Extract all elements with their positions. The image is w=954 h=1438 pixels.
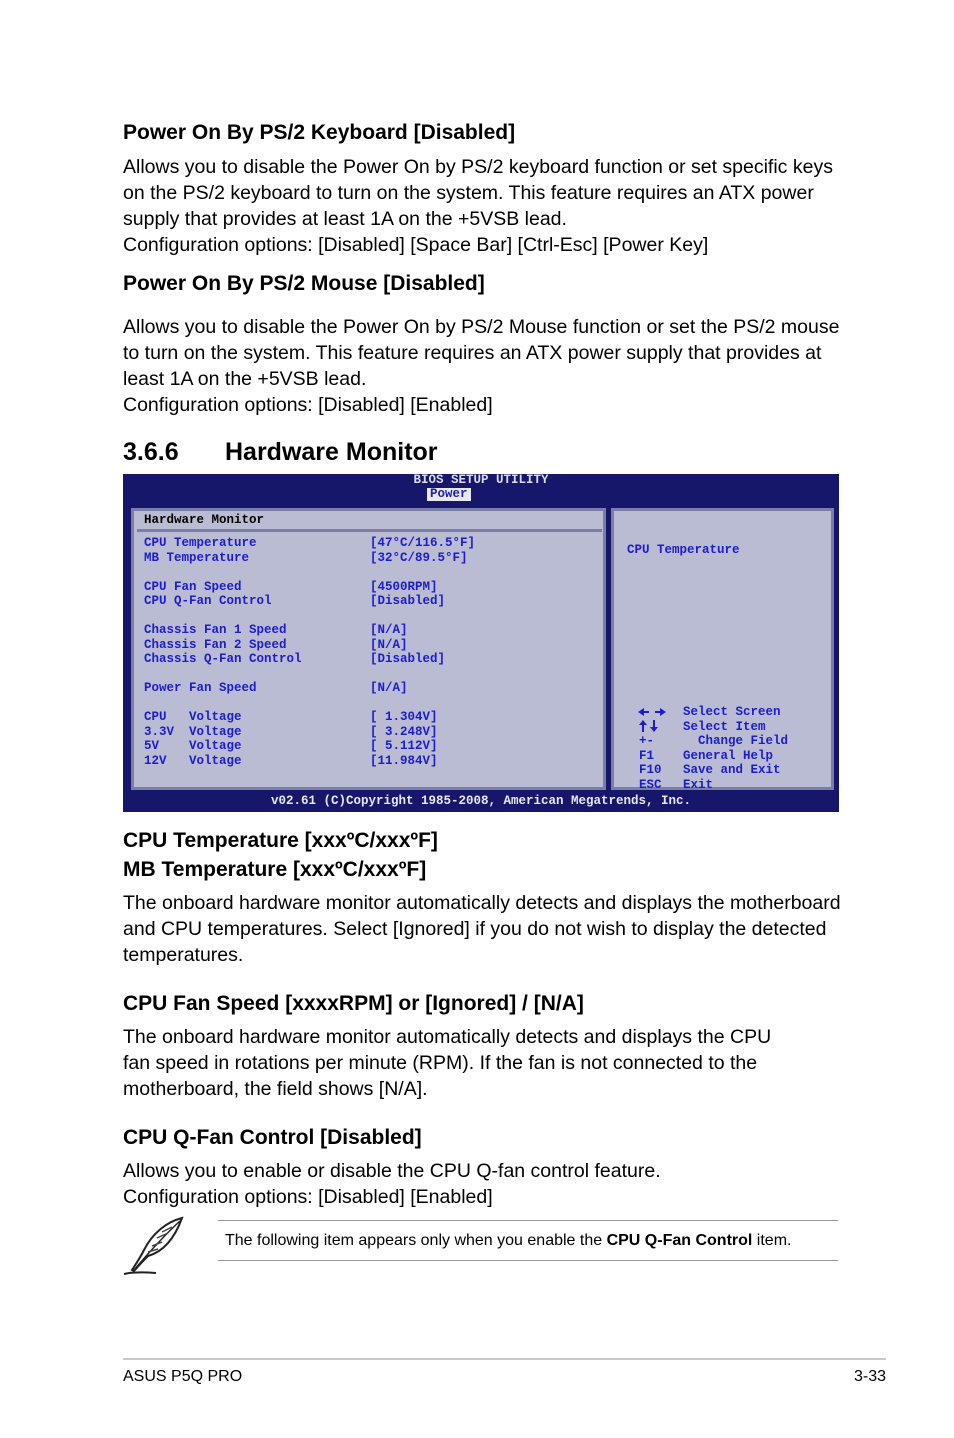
bios-item-power-fan-speed[interactable]: Power Fan Speed xyxy=(144,681,257,695)
bios-help-text: CPU Temperature xyxy=(627,543,740,557)
section-heading-cpu-fan-speed: CPU Fan Speed [xxxxRPM] or [Ignored] / [N/A] xyxy=(123,992,584,1015)
chapter-title: Hardware Monitor xyxy=(225,438,438,466)
bios-item-cpu-voltage[interactable]: CPU Voltage xyxy=(144,710,242,724)
bios-value-3v3-voltage: [ 3.248V] xyxy=(370,724,438,739)
note-text: The following item appears only when you enable the CPU Q-Fan Control item. xyxy=(225,1232,792,1249)
paragraph-ps2-keyboard: Allows you to disable the Power On by PS/2 keyboard function or set specific keys on the PS/2 keyboard to turn on the system. This feature requires an ATX power supply that provides at least 1A on the +5VSB lead. Configuration options: [Disabled] [Space Bar] [Ctrl-Esc] [Power Key] xyxy=(123,156,833,256)
bios-key-f1: F1 xyxy=(639,748,655,763)
note-feather-icon xyxy=(122,1216,186,1276)
note-top-rule xyxy=(218,1220,838,1221)
section-heading-ps2-keyboard: Power On By PS/2 Keyboard [Disabled] xyxy=(123,121,516,144)
bios-value-chassis-qfan-control: [Disabled] xyxy=(370,652,446,666)
paragraph-cpu-fan-speed: The onboard hardware monitor automatically detects and displays the CPU fan speed in rotations per minute (RPM). If the fan is not connected to the motherboard, the field shows [N/A]. xyxy=(123,1026,772,1100)
bios-value-cpu-fan-speed: [4500RPM] xyxy=(370,579,438,594)
bios-key-desc-general-help: General Help xyxy=(683,748,774,763)
bios-value-chassis-fan-2-speed: [N/A] xyxy=(370,637,408,652)
bios-value-cpu-voltage: [ 1.304V] xyxy=(370,710,438,724)
chapter-number: 3.6.6 xyxy=(123,438,179,466)
page-number: 3-33 xyxy=(853,1368,886,1385)
bios-item-cpu-temperature[interactable]: CPU Temperature xyxy=(144,536,257,550)
bios-item-chassis-fan-2-speed[interactable]: Chassis Fan 2 Speed xyxy=(144,637,287,652)
footer-product: ASUS P5Q PRO xyxy=(123,1368,243,1385)
bios-key-desc-select-screen: Select Screen xyxy=(683,705,781,719)
section-heading-ps2-mouse: Power On By PS/2 Mouse [Disabled] xyxy=(123,272,485,295)
bios-tab-power[interactable]: Power xyxy=(427,488,471,501)
bios-panel-title: Hardware Monitor xyxy=(144,513,265,527)
left-right-arrows-icon xyxy=(637,707,667,717)
chapter-heading xyxy=(123,437,438,467)
bios-item-chassis-fan-1-speed[interactable]: Chassis Fan 1 Speed xyxy=(144,623,287,637)
note-bold-term: CPU Q-Fan Control xyxy=(606,1232,753,1249)
bios-item-cpu-fan-speed[interactable]: CPU Fan Speed xyxy=(144,579,242,594)
bios-value-mb-temperature: [32°C/89.5°F] xyxy=(370,550,468,565)
bios-key-desc-select-item: Select Item xyxy=(683,719,766,734)
bios-key-desc-change-field: Change Field xyxy=(683,734,789,748)
bios-key-plus-minus: +- xyxy=(639,734,655,748)
section-heading-cpu-temperature: CPU Temperature [xxxºC/xxxºF] xyxy=(123,829,438,852)
bios-copyright: v02.61 (C)Copyright 1985-2008, American Megatrends, Inc. xyxy=(270,794,692,808)
bios-item-12v-voltage[interactable]: 12V Voltage xyxy=(144,753,242,768)
paragraph-temperature: The onboard hardware monitor automatically detects and displays the motherboard and CPU temperatures. Select [Ignored] if you do not wish to display the detected temperatures. xyxy=(123,892,841,966)
paragraph-cpu-qfan: Allows you to enable or disable the CPU Q-fan control feature. Configuration options: [Disabled] [Enabled] xyxy=(123,1160,661,1208)
bios-value-chassis-fan-1-speed: [N/A] xyxy=(370,623,408,637)
bios-item-3v3-voltage[interactable]: 3.3V Voltage xyxy=(144,724,242,739)
bios-value-cpu-qfan-control: [Disabled] xyxy=(370,594,446,608)
bios-key-desc-exit: Exit xyxy=(683,777,714,792)
bios-value-12v-voltage: [11.984V] xyxy=(370,753,438,768)
section-heading-cpu-qfan: CPU Q-Fan Control [Disabled] xyxy=(123,1126,422,1149)
bios-item-cpu-qfan-control[interactable]: CPU Q-Fan Control xyxy=(144,594,272,608)
paragraph-ps2-mouse: Allows you to disable the Power On by PS/2 Mouse function or set the PS/2 mouse to turn on the system. This feature requires an ATX power supply that provides at least 1A on the +5VSB lead. Configuration options: [Disabled] [Enabled] xyxy=(123,316,840,416)
bios-item-mb-temperature[interactable]: MB Temperature xyxy=(144,550,250,565)
bios-value-cpu-temperature: [47°C/116.5°F] xyxy=(370,536,476,550)
section-heading-mb-temperature: MB Temperature [xxxºC/xxxºF] xyxy=(123,858,427,881)
up-down-arrows-icon xyxy=(639,720,659,732)
bios-screenshot xyxy=(123,474,839,812)
bios-key-esc: ESC xyxy=(639,777,662,792)
bios-value-5v-voltage: [ 5.112V] xyxy=(370,739,438,753)
note-bottom-rule xyxy=(218,1260,838,1261)
bios-key-f10: F10 xyxy=(639,763,662,777)
bios-item-5v-voltage[interactable]: 5V Voltage xyxy=(144,739,242,753)
footer-rule xyxy=(123,1358,886,1360)
bios-item-chassis-qfan-control[interactable]: Chassis Q-Fan Control xyxy=(144,652,302,666)
bios-key-desc-save-exit: Save and Exit xyxy=(683,763,781,777)
bios-value-power-fan-speed: [N/A] xyxy=(370,681,408,695)
bios-title: BIOS SETUP UTILITY xyxy=(413,473,549,487)
bios-panel-divider xyxy=(137,529,602,532)
